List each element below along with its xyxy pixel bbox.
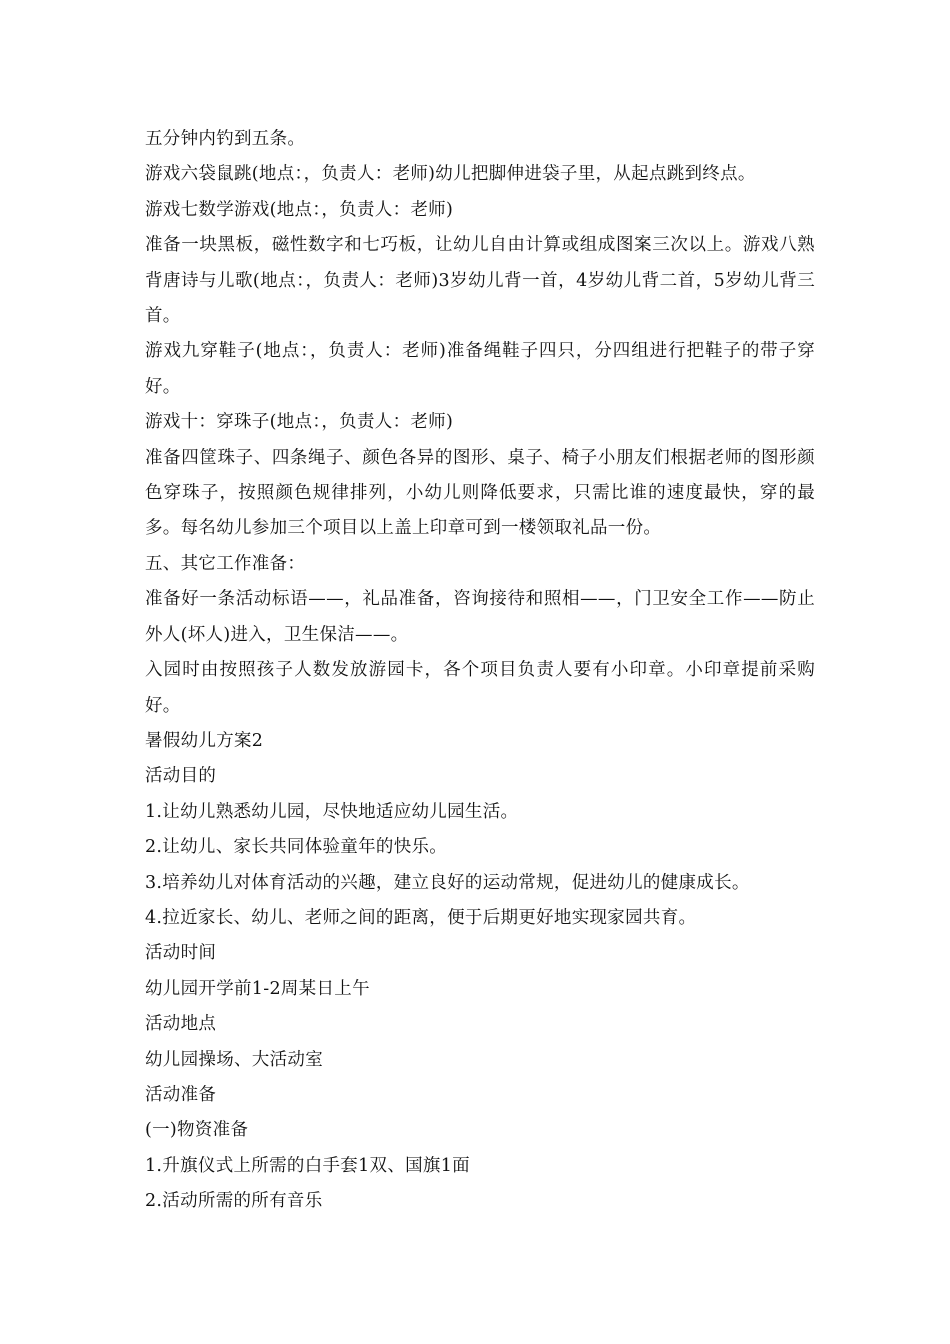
paragraph: 游戏九穿鞋子(地点：，负责人：老师)准备绳鞋子四只，分四组进行把鞋子的带子穿好。	[145, 341, 815, 397]
list-item: 2.活动所需的所有音乐	[145, 1191, 323, 1212]
paragraph: 入园时由按照孩子人数发放游园卡，各个项目负责人要有小印章。小印章提前采购好。	[145, 660, 815, 716]
section-heading: 活动地点	[145, 1014, 217, 1035]
list-item: 1.升旗仪式上所需的白手套1双、国旗1面	[145, 1155, 470, 1176]
paragraph: 准备好一条活动标语——，礼品准备，咨询接待和照相——，门卫安全工作——防止外人(坏人)进入，卫生保洁——。	[145, 589, 815, 645]
list-item: 4.拉近家长、幼儿、老师之间的距离，便于后期更好地实现家园共育。	[145, 907, 697, 928]
section-heading: 活动目的	[145, 766, 217, 787]
paragraph: 游戏六袋鼠跳(地点：，负责人：老师)幼儿把脚伸进袋子里，从起点跳到终点。	[145, 164, 756, 185]
list-item: 1.让幼儿熟悉幼儿园，尽快地适应幼儿园生活。	[145, 801, 519, 822]
paragraph: 准备四筐珠子、四条绳子、颜色各异的图形、桌子、椅子小朋友们根据老师的图形颜色穿珠子，按照颜色规律排列，小幼儿则降低要求，只需比谁的速度最快，穿的最多。每名幼儿参加三个项目以上盖上印章可到一楼领取礼品一份。	[145, 447, 815, 539]
subsection-heading: (一)物资准备	[145, 1120, 249, 1141]
document-title: 暑假幼儿方案2	[145, 730, 264, 751]
paragraph: 准备一块黑板，磁性数字和七巧板，让幼儿自由计算或组成图案三次以上。游戏八熟背唐诗与儿歌(地点：，负责人：老师)3岁幼儿背一首，4岁幼儿背二首，5岁幼儿背三首。	[145, 235, 815, 327]
section-heading: 活动准备	[145, 1084, 217, 1105]
paragraph: 五分钟内钓到五条。	[145, 129, 306, 149]
paragraph: 游戏十：穿珠子(地点：，负责人：老师)	[145, 412, 454, 433]
list-item: 3.培养幼儿对体育活动的兴趣，建立良好的运动常规，促进幼儿的健康成长。	[145, 872, 750, 893]
section-heading: 五、其它工作准备：	[145, 553, 306, 574]
list-item: 2.让幼儿、家长共同体验童年的快乐。	[145, 837, 448, 858]
paragraph: 游戏七数学游戏(地点：，负责人：老师)	[145, 199, 454, 220]
document-body	[145, 122, 815, 1220]
section-heading: 活动时间	[145, 943, 217, 964]
paragraph: 幼儿园操场、大活动室	[145, 1049, 323, 1070]
paragraph: 幼儿园开学前1-2周某日上午	[145, 978, 370, 999]
